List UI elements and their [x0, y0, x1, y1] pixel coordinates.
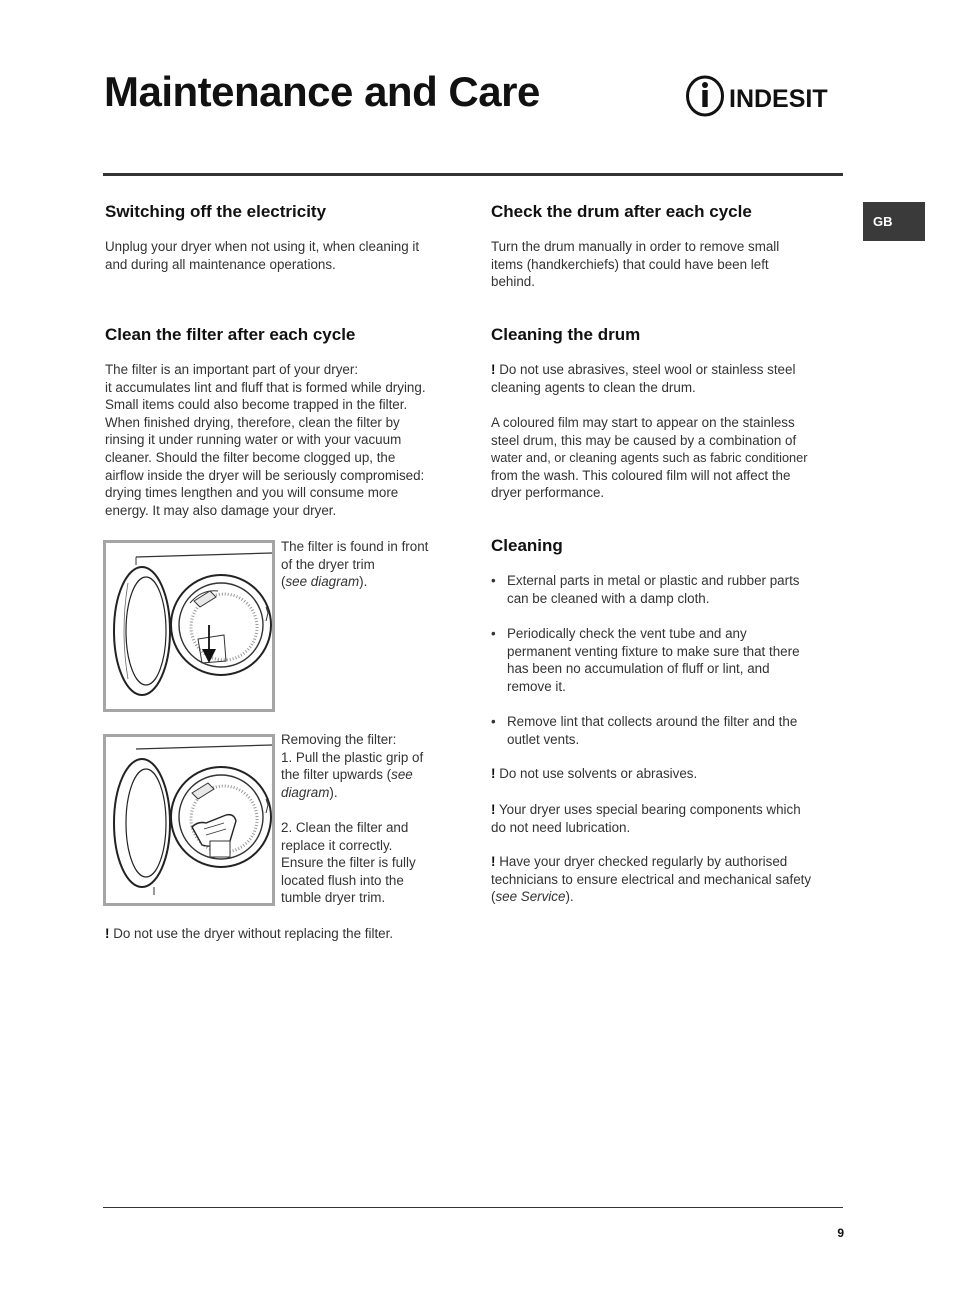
filter-removal-caption: Removing the filter: 1. Pull the plastic grip of the filter upwards (see diagram). 2. Clean the filter and replace it correctly. Ensure the filter is fully located flush into the tumble dryer trim.: [281, 732, 424, 906]
brand-name: INDESIT: [729, 85, 828, 113]
filter-location-diagram: [103, 540, 275, 712]
language-tab: GB: [863, 202, 925, 241]
page-title: Maintenance and Care: [104, 68, 540, 115]
filter-removal-illustration: [106, 737, 272, 903]
section-heading-check-drum: Check the drum after each cycle: [491, 202, 752, 221]
section-heading-cleaning-drum: Cleaning the drum: [491, 325, 641, 344]
bullet-mark: •: [491, 626, 496, 641]
page-number: 9: [837, 1226, 844, 1240]
section-heading-clean-filter: Clean the filter after each cycle: [105, 325, 356, 344]
clean-filter-text: The filter is an important part of your dryer: it accumulates lint and fluff that is formed while drying. Small items could also become trapped in the filter. When finished drying, therefore, clean the filter by rinsing it under running water or with your vacuum cleaner. Should the filter become clogged up, the airflow inside the dryer will be seriously compromised: drying times lengthen and you will consume more energy. It may also damage your dryer.: [105, 362, 426, 518]
warning-mark: !: [491, 766, 496, 781]
cleaning-drum-warning: ! Do not use abrasives, steel wool or stainless steel cleaning agents to clean the drum.: [491, 362, 796, 395]
cleaning-drum-text: A coloured film may start to appear on the stainless steel drum, this may be caused by a combination of water and, or cleaning agents such as fabric conditioner from the wash. This coloured film will not affect the dryer performance.: [491, 415, 808, 501]
switching-off-text: Unplug your dryer when not using it, when cleaning it and during all maintenance operations.: [105, 239, 420, 272]
cleaning-warning-service: ! Have your dryer checked regularly by authorised technicians to ensure electrical and mechanical safety (see Service).: [491, 854, 812, 905]
warning-mark: !: [491, 802, 496, 817]
filter-warning: ! Do not use the dryer without replacing the filter.: [105, 926, 394, 941]
filter-removal-diagram: [103, 734, 275, 906]
section-heading-cleaning: Cleaning: [491, 536, 563, 555]
header-divider: [103, 173, 843, 176]
filter-location-caption: The filter is found in front of the dryer trim (see diagram).: [281, 539, 429, 590]
cleaning-warning-solvents: ! Do not use solvents or abrasives.: [491, 766, 698, 781]
warning-mark: !: [105, 926, 110, 941]
check-drum-text: Turn the drum manually in order to remove small items (handkerchiefs) that could have been left behind.: [491, 239, 780, 290]
cleaning-warning-bearings: ! Your dryer uses special bearing components which do not need lubrication.: [491, 802, 801, 835]
bullet-mark: •: [491, 714, 496, 729]
footer-divider: [103, 1207, 843, 1208]
indesit-logo: [685, 74, 845, 118]
dryer-door-illustration: [106, 543, 272, 709]
warning-mark: !: [491, 854, 496, 869]
warning-mark: !: [491, 362, 496, 377]
bullet-mark: •: [491, 573, 496, 588]
section-heading-switching-off: Switching off the electricity: [105, 202, 327, 221]
